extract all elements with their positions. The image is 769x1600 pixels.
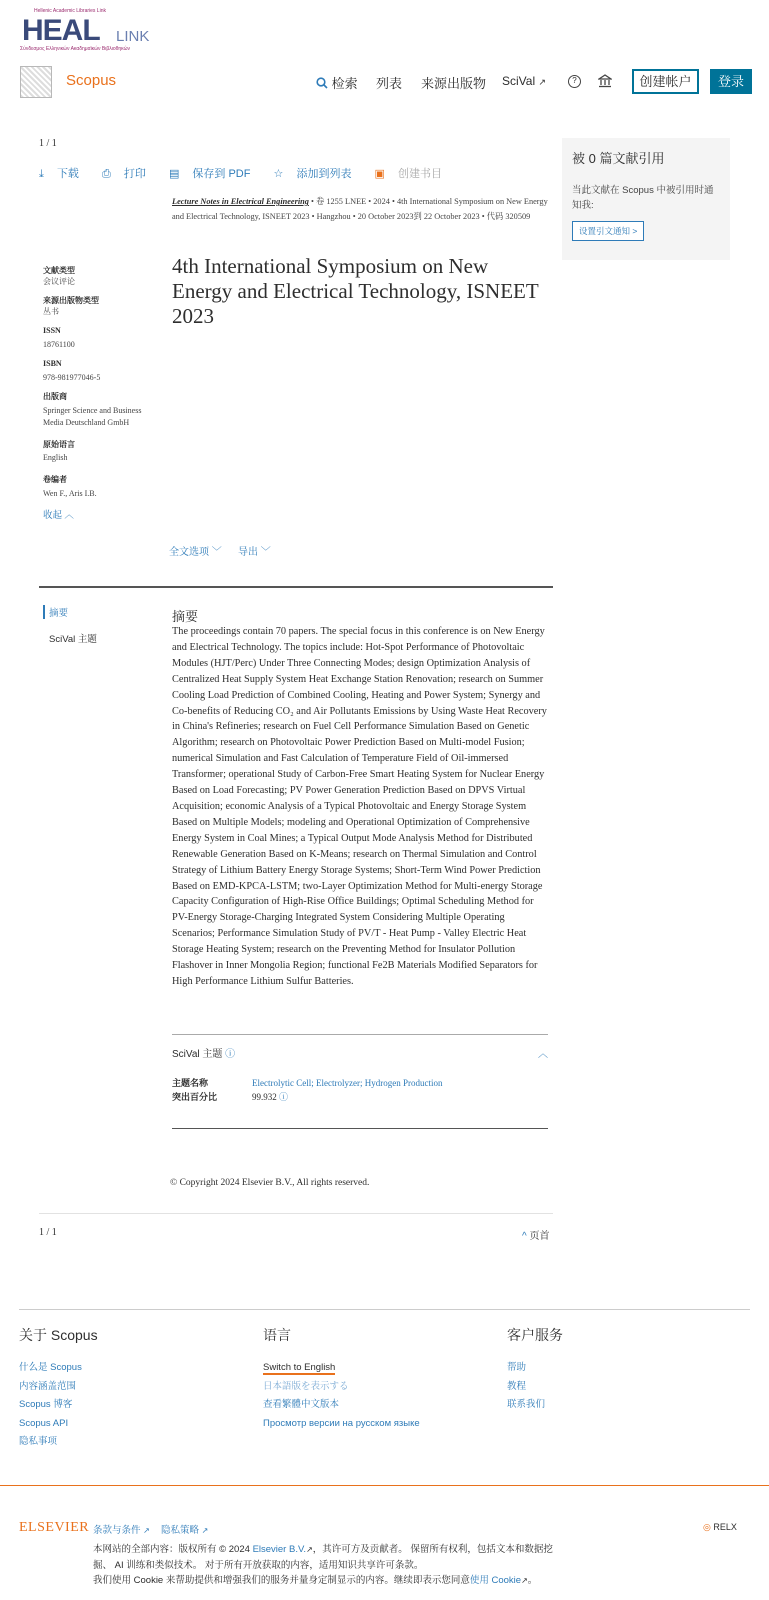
footer-link[interactable]: 联系我们 bbox=[507, 1399, 546, 1410]
download-action[interactable] bbox=[39, 168, 89, 180]
collapse-toggle[interactable] bbox=[43, 511, 163, 522]
elsevier-tree-icon[interactable] bbox=[20, 66, 52, 98]
legal-line3-b: 。 bbox=[527, 1575, 538, 1586]
scival-values bbox=[252, 1076, 442, 1104]
meta-value: English bbox=[43, 453, 68, 462]
footer-link[interactable]: Scopus API bbox=[19, 1417, 69, 1429]
add-to-list-label: 添加到列表 bbox=[296, 168, 352, 180]
full-text-options-label: 全文选项 bbox=[169, 547, 209, 558]
footer-link[interactable]: 查看繁體中文版本 bbox=[263, 1399, 340, 1410]
switch-to-english-link[interactable]: Switch to English bbox=[263, 1362, 336, 1373]
terms-label: 条款与条件 bbox=[93, 1525, 141, 1536]
meta-key: 文献类型 bbox=[43, 266, 75, 275]
source-volume: 卷 1255 LNEE bbox=[315, 197, 367, 206]
footer-language-title: 语言 bbox=[263, 1327, 291, 1343]
cited-by-title: 被 0 篇文献引用 bbox=[572, 151, 665, 166]
chevron-up-icon: ^ bbox=[522, 1231, 527, 1242]
source-place: Hangzhou bbox=[316, 212, 351, 221]
copyright-text: © Copyright 2024 Elsevier B.V., All rights reserved. bbox=[170, 1178, 370, 1188]
meta-value: 丛书 bbox=[43, 307, 59, 316]
section-nav bbox=[43, 605, 97, 645]
source-code: 代码 320509 bbox=[486, 212, 531, 221]
chevron-up-icon[interactable]: ︿ bbox=[538, 1049, 548, 1060]
save-pdf-label: 保存到 PDF bbox=[192, 168, 251, 180]
heal-link-word: LINK bbox=[116, 28, 150, 45]
abstract-heading: 摘要 bbox=[172, 609, 199, 624]
chevron-up-icon: ︿ bbox=[64, 511, 74, 521]
external-link-icon: ↗ bbox=[538, 77, 547, 87]
chevron-down-icon: ﹀ bbox=[211, 547, 222, 558]
set-citation-alert-button[interactable]: 设置引文通知 > bbox=[572, 221, 644, 241]
meta-value: Springer Science and Business Media Deutschland GmbH bbox=[43, 406, 142, 427]
section-divider bbox=[39, 586, 553, 588]
topic-name-label: 主题名称 bbox=[172, 1078, 209, 1088]
heal-subtitle: Σύνδεσμος Ελληνικών Ακαδημαϊκών Βιβλιοθηκών bbox=[20, 46, 131, 52]
meta-key: 原始语言 bbox=[43, 440, 75, 449]
create-bibliography-action[interactable] bbox=[375, 168, 452, 180]
legal-text bbox=[93, 1542, 563, 1589]
create-bibliography-label: 创建书目 bbox=[398, 168, 442, 180]
search-nav[interactable] bbox=[316, 73, 358, 92]
download-icon: ⤓ bbox=[39, 168, 44, 180]
footer-link[interactable]: 日本語版を表示する bbox=[263, 1380, 349, 1392]
elsevier-bv-link[interactable]: Elsevier B.V. bbox=[252, 1544, 307, 1555]
export-dropdown[interactable] bbox=[238, 543, 271, 558]
relx-logo[interactable] bbox=[703, 1522, 737, 1533]
footer-language bbox=[263, 1325, 420, 1433]
source-conference: 4th International Symposium on New Energy and Electrical Technology, ISNEET 2023 bbox=[172, 197, 548, 221]
prominence-percentile-value: 99.932 bbox=[252, 1092, 277, 1102]
bibliography-icon: ▣ bbox=[374, 168, 385, 180]
elsevier-logo[interactable]: ELSEVIER bbox=[19, 1520, 90, 1535]
collapse-label: 收起 bbox=[43, 511, 63, 521]
source-info: Lecture Notes in Electrical Engineering • 卷 1255 LNEE • 2024 • 4th International Symposium on New Energy and Electrical Technology, ISNEET 2023 • Hangzhou • 20 October 2023到 22 October 2023 • 代码 320509 bbox=[172, 197, 548, 221]
footer-link[interactable]: Просмотр версии на русском языке bbox=[263, 1417, 420, 1429]
terms-link[interactable] bbox=[93, 1522, 150, 1536]
back-to-top-label: 页首 bbox=[529, 1231, 550, 1242]
relx-icon: ◎ bbox=[703, 1522, 711, 1532]
full-text-options-dropdown[interactable] bbox=[169, 543, 222, 558]
privacy-label: 隐私策略 bbox=[161, 1525, 200, 1536]
legal-line3-a: 我们使用 Cookie 来帮助提供和增强我们的服务并量身定制显示的内容。继续即表示您同意 bbox=[93, 1575, 470, 1586]
heal-link-logo[interactable] bbox=[20, 8, 150, 52]
site-header bbox=[0, 60, 769, 104]
privacy-link[interactable] bbox=[161, 1522, 208, 1536]
nav-abstract[interactable]: 摘要 bbox=[43, 605, 97, 619]
external-link-icon: ↗ bbox=[201, 1526, 209, 1535]
legal-line1-b: ，其许可方及贡献者。 保留所有权利，包括文本和数据挖 bbox=[312, 1544, 553, 1555]
help-icon[interactable]: ? bbox=[568, 75, 581, 88]
footer-service-title: 客户服务 bbox=[507, 1327, 563, 1343]
cookie-link[interactable]: 使用 Cookie bbox=[469, 1575, 522, 1586]
pager-top: 1 / 1 bbox=[39, 138, 57, 149]
footer-link[interactable]: 隐私事项 bbox=[19, 1436, 58, 1447]
meta-value: Wen F., Aris I.B. bbox=[43, 489, 97, 498]
meta-value: 会议评论 bbox=[43, 277, 75, 286]
print-action[interactable] bbox=[102, 168, 156, 180]
source-year: 2024 bbox=[373, 197, 390, 206]
info-icon[interactable]: ⓘ bbox=[225, 1049, 236, 1060]
create-account-button[interactable]: 创建帐户 bbox=[632, 69, 699, 94]
scival-label: SciVal bbox=[502, 74, 536, 88]
login-button[interactable]: 登录 bbox=[710, 69, 752, 94]
footer-about bbox=[19, 1325, 98, 1452]
heal-word: HEAL bbox=[22, 14, 100, 47]
document-toolbar bbox=[39, 165, 462, 181]
footer-about-title: 关于 Scopus bbox=[19, 1327, 98, 1343]
star-icon: ☆ bbox=[273, 168, 284, 180]
abstract-text: The proceedings contain 70 papers. The special focus in this conference is on New Energy and Electrical Technology. The topics include: Hot-Spot Performance of Photovoltaic Modules (HJT/Perc) Under Three Connecting Modes; design Optimization Analysis of Centralized Heat Supply System Heat Exchange Station Renovation; research on Summer Cooling Load Prediction of Combined Cooling, Heating and Power System; Synergy and Co-benefits of Reducing CO₂ and Air Pollutants Emissions by Using Waste Heat Recovery in China's Refineries; research on Fuel Cell Performance Simulation Based on Genetic Algorithm; research on Photovoltaic Power Prediction Based on Multi-model Fusion; numerical Simulation and Fast Calculation of Temperature Field of Oil-immersed Transformer; operational Study of Carbon-Free Smart Heating System for Nuclear Energy Based on Load Forecasting; PV Power Generation Prediction Based on DPVS Virtual Acquisition; economic Analysis of a Typical Photovoltaic and Energy Storage System Based on Multiple Models; modeling and Operational Optimization of Comprehensive Energy System in Coal Mines; a Typical Output Mode Analysis Method for Distributed Renewable Generation Based on K-Means; research on Thermal Simulation and Control Strategy of Lithium Battery Energy Storage Systems; Short-Term Wind Power Prediction Based on EMD-KPCA-LSTM; two-Layer Optimization Method for Multi-energy Storage Capacity Configuration of High-Rise Office Buildings; Optimal Scheduling Method for PV-Energy Storage-Charging Integrated System Considering Multiple Operating Scenarios; Performance Simulation Study of PV/T - Heat Pump - Valley Electric Heat Storage Heating System; research on the Preventing Method for Insulator Pollution Flashover in Inner Mongolia Region; functional Fe2B Materials Modified Separators for High Performance Lithium Sulfur Batteries. bbox=[172, 626, 547, 987]
pager-divider bbox=[39, 1213, 553, 1214]
meta-value: 18761100 bbox=[43, 340, 75, 349]
footer-link[interactable]: 教程 bbox=[507, 1380, 527, 1392]
cited-by-panel bbox=[562, 138, 730, 260]
legal-footer bbox=[0, 1485, 769, 1600]
nav-scival-topics[interactable]: SciVal 主题 bbox=[49, 634, 97, 645]
footer-service bbox=[507, 1325, 563, 1415]
lists-nav[interactable]: 列表 bbox=[376, 76, 403, 91]
meta-key: ISSN bbox=[43, 326, 61, 335]
heal-top-text: Hellenic Academic Libraries Link bbox=[34, 8, 106, 14]
meta-key: 出版商 bbox=[43, 392, 67, 401]
source-dates: 20 October 2023到 22 October 2023 bbox=[357, 212, 480, 221]
add-to-list-action[interactable] bbox=[274, 168, 362, 180]
legal-line2: 掘、 AI 训练和类似技术。 对于所有开放获取的内容，适用知识共享许可条款。 bbox=[93, 1559, 424, 1571]
print-label: 打印 bbox=[123, 168, 146, 180]
legal-line1-a: 本网站的全部内容：版权所有 © 2024 bbox=[93, 1544, 253, 1555]
document-title: 4th International Symposium on New Energy and Electrical Technology, ISNEET 2023 bbox=[172, 254, 539, 328]
document-metadata bbox=[43, 261, 163, 522]
meta-value: 978-981977046-5 bbox=[43, 373, 101, 382]
institution-icon[interactable] bbox=[598, 74, 612, 88]
pager-bottom: 1 / 1 bbox=[39, 1227, 57, 1238]
footer-link[interactable]: 帮助 bbox=[507, 1362, 527, 1373]
info-icon[interactable]: ⓘ bbox=[279, 1092, 289, 1102]
footer-link[interactable]: Scopus 博客 bbox=[19, 1399, 73, 1410]
sources-nav[interactable]: 来源出版物 bbox=[421, 76, 487, 91]
scopus-brand[interactable]: Scopus bbox=[66, 72, 117, 89]
chevron-down-icon: ﹀ bbox=[260, 547, 271, 558]
external-link-icon: ↗ bbox=[521, 1576, 528, 1585]
pdf-icon: ▤ bbox=[168, 168, 180, 180]
save-pdf-action[interactable] bbox=[169, 168, 261, 180]
footer-link[interactable]: 内容涵盖范围 bbox=[19, 1380, 77, 1392]
export-label: 导出 bbox=[238, 547, 258, 558]
external-link-icon: ↗ bbox=[143, 1526, 150, 1535]
scival-nav[interactable] bbox=[502, 74, 546, 88]
relx-label: RELX bbox=[713, 1522, 737, 1532]
external-link-icon: ↗ bbox=[306, 1545, 313, 1554]
scival-bottom-divider bbox=[172, 1128, 548, 1129]
footer-link[interactable]: 什么是 Scopus bbox=[19, 1362, 82, 1373]
cited-by-description: 当此文献在 Scopus 中被引用时通知我: bbox=[572, 185, 714, 211]
meta-key: 卷编者 bbox=[43, 475, 67, 484]
search-icon bbox=[316, 77, 328, 89]
source-title-link[interactable]: Lecture Notes in Electrical Engineering bbox=[172, 197, 309, 206]
prominence-percentile-label: 突出百分比 bbox=[172, 1092, 218, 1102]
scival-labels bbox=[172, 1076, 217, 1104]
scival-heading: SciVal 主题 bbox=[172, 1049, 223, 1060]
search-label: 检索 bbox=[331, 76, 358, 91]
meta-key: 来源出版物类型 bbox=[43, 296, 99, 305]
back-to-top-link[interactable] bbox=[522, 1227, 549, 1242]
meta-key: ISBN bbox=[43, 359, 62, 368]
download-label: 下载 bbox=[56, 168, 79, 180]
scival-header[interactable] bbox=[172, 1045, 548, 1060]
footer-divider bbox=[19, 1309, 750, 1310]
topic-name-link[interactable]: Electrolytic Cell; Electrolyzer; Hydrogen Production bbox=[252, 1078, 443, 1088]
scival-top-divider bbox=[172, 1034, 548, 1035]
print-icon: ⎙ bbox=[102, 168, 111, 180]
